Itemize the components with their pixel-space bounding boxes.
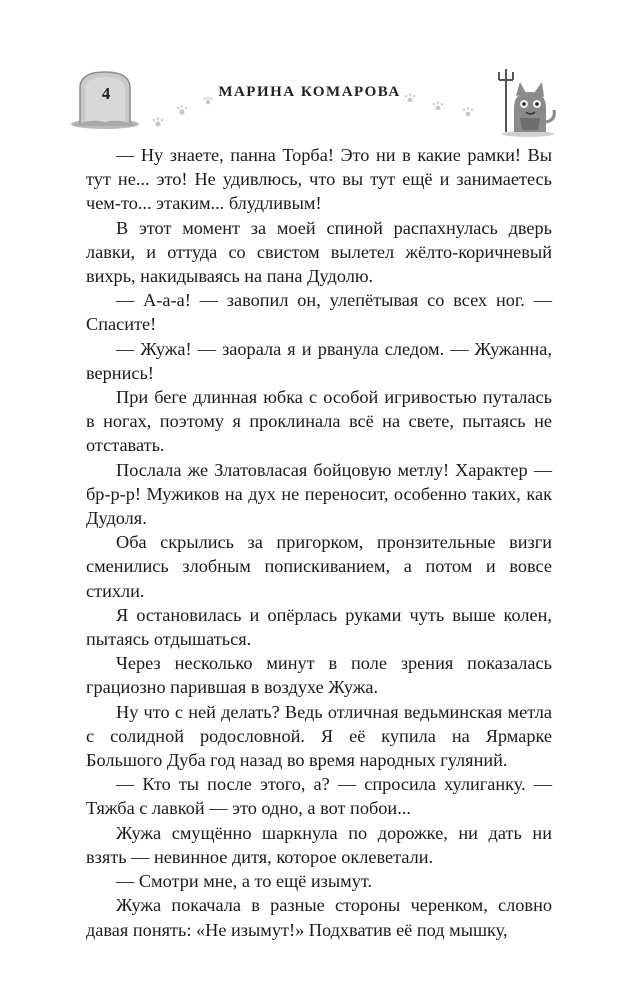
paragraph: — Ну знаете, панна Торба! Это ни в какие рамки! Вы тут не... это! Не удивлюсь, что вы тут ещё и занимаетесь чем-то... этаким... блудливым! [86, 145, 552, 214]
paw-print-icon [150, 96, 230, 132]
devil-cat-icon [490, 66, 562, 138]
paragraph: Жужа смущённо шаркнула по дорожке, ни дать ни взять — невинное дитя, которое оклеветали. [86, 822, 552, 867]
paragraph: Оба скрылись за пригорком, пронзительные визги сменились злобным попискиванием, а потом и вовсе стихли. [86, 532, 552, 601]
page-number: 4 [101, 84, 111, 103]
paragraph: Ну что с ней делать? Ведь отличная ведьминская метла с солидной родословной. Я её купила на Ярмарке Большого Дуба год назад во время народных гуляний. [86, 701, 552, 771]
paragraph: Через несколько минут в поле зрения показалась грациозно парившая в воздухе Жужа. [86, 653, 552, 698]
paragraph: Жужа покачала в разные стороны черенком, словно давая понять: «Не изымут!» Подхватив её под мышку, [86, 895, 552, 940]
paragraph: — Кто ты после этого, а? — спросила хулиганку. — Тяжба с лавкой — это одно, а вот побои... [86, 774, 552, 819]
paragraph: В этот момент за моей спиной распахнулась дверь лавки, и оттуда со свистом вылетел жёлто-коричневый вихрь, накидываясь на пана Дудолю. [86, 217, 552, 287]
paragraph: Послала же Златовласая бойцовую метлу! Характер — бр-р-р! Мужиков на дух не переносит, особенно таких, как Дудоля. [86, 459, 552, 529]
paragraph: — Смотри мне, а то ещё изымут. [116, 871, 373, 892]
paragraph: — А-а-а! — завопил он, улепётывая со всех ног. — Спасите! [86, 290, 552, 335]
body-text [86, 143, 552, 942]
running-header [0, 0, 619, 140]
paragraph: — Жужа! — заорала я и рванула следом. — Жужанна, вернись! [86, 338, 552, 383]
author-name: МАРИНА КОМАРОВА [218, 84, 401, 100]
paragraph: При беге длинная юбка с особой игривостью путалась в ногах, поэтому я проклинала всё на свете, пытаясь не отставать. [86, 387, 552, 456]
paw-print-icon [398, 92, 488, 122]
paragraph: Я остановилась и опёрлась руками чуть выше колен, пытаясь отдышаться. [86, 604, 552, 650]
